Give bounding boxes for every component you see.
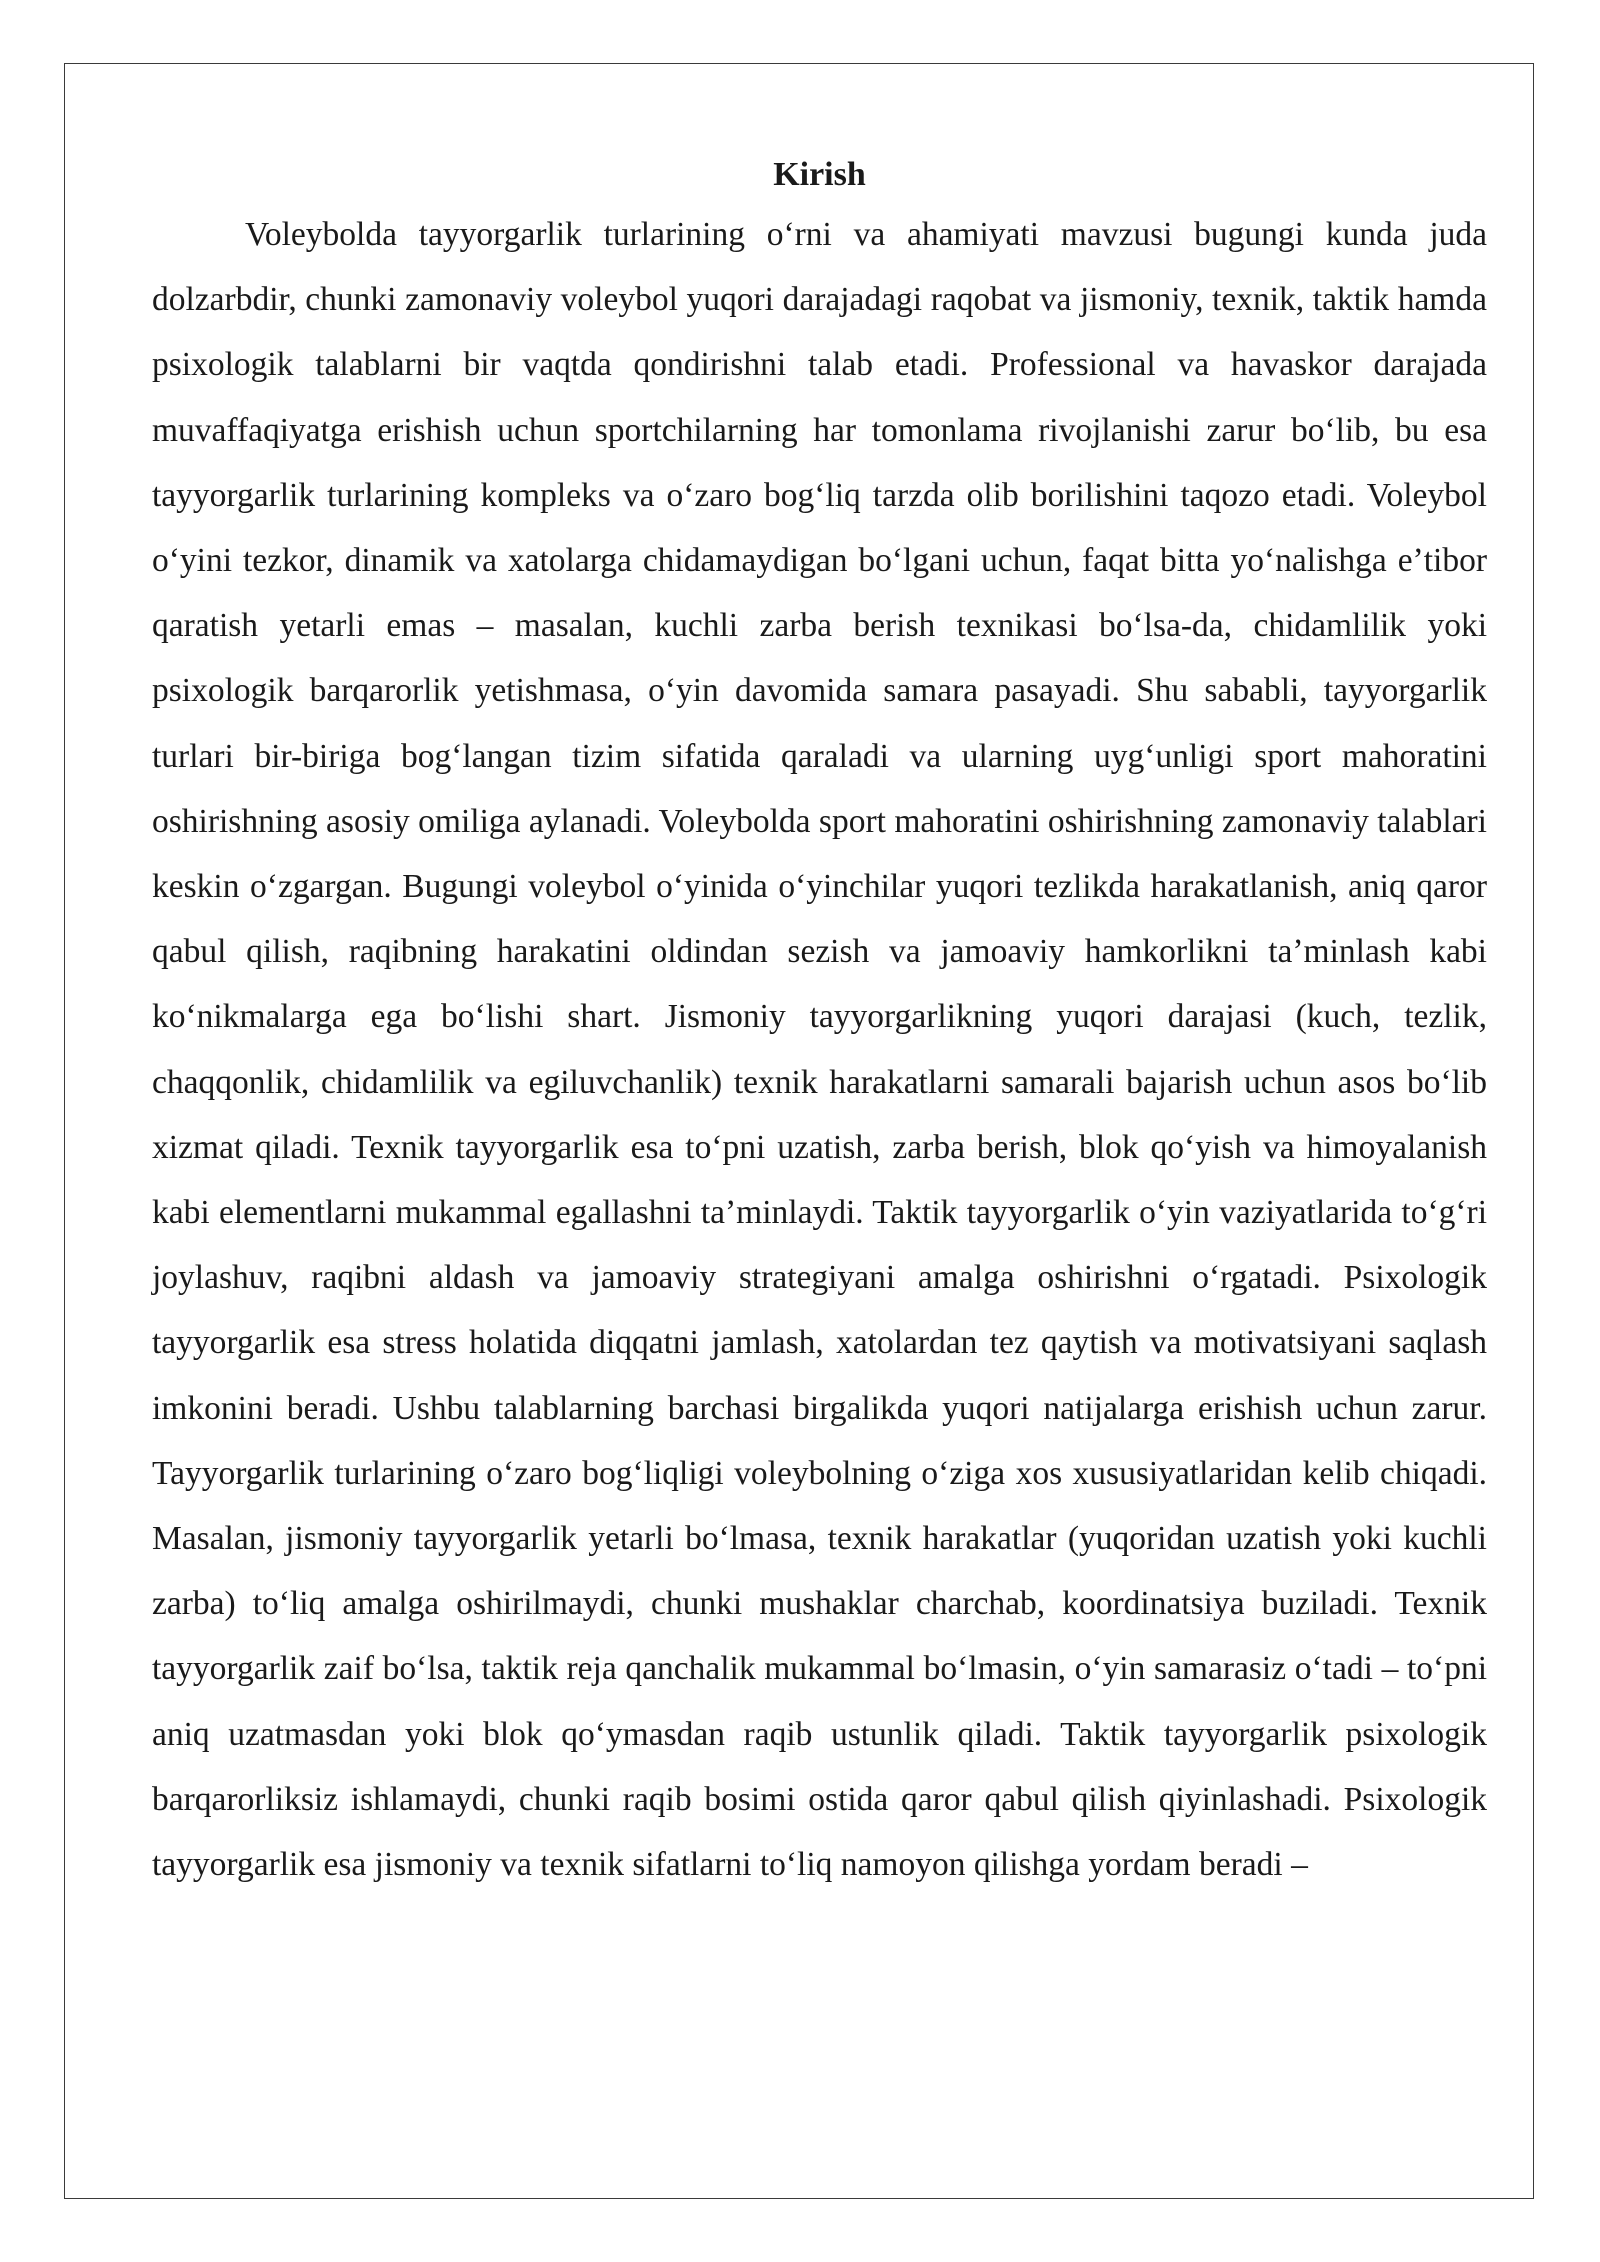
page-title: Kirish bbox=[773, 156, 866, 193]
document-body bbox=[152, 148, 1487, 1897]
intro-paragraph: Voleybolda tayyorgarlik turlarining oʻrni va ahamiyati mavzusi bugungi kunda juda dolzarbdir, chunki zamonaviy voleybol yuqori darajadagi raqobat va jismoniy, texnik, taktik hamda psixologik talablarni bir vaqtda qondirishni talab etadi. Professional va havaskor darajada muvaffaqiyatga erishish uchun sportchilarning har tomonlama rivojlanishi zarur boʻlib, bu esa tayyorgarlik turlarining kompleks va oʻzaro bogʻliq tarzda olib borilishini taqozo etadi. Voleybol oʻyini tezkor, dinamik va xatolarga chidamaydigan boʻlgani uchun, faqat bitta yoʻnalishga eʼtibor qaratish yetarli emas – masalan, kuchli zarba berish texnikasi boʻlsa-da, chidamlilik yoki psixologik barqarorlik yetishmasa, oʻyin davomida samara pasayadi. Shu sababli, tayyorgarlik turlari bir-biriga bogʻlangan tizim sifatida qaraladi va ularning uygʻunligi sport mahoratini oshirishning asosiy omiliga aylanadi. Voleybolda sport mahoratini oshirishning zamonaviy talablari keskin oʻzgargan. Bugungi voleybol oʻyinida oʻyinchilar yuqori tezlikda harakatlanish, aniq qaror qabul qilish, raqibning harakatini oldindan sezish va jamoaviy hamkorlikni taʼminlash kabi koʻnikmalarga ega boʻlishi shart. Jismoniy tayyorgarlikning yuqori darajasi (kuch, tezlik, chaqqonlik, chidamlilik va egiluvchanlik) texnik harakatlarni samarali bajarish uchun asos boʻlib xizmat qiladi. Texnik tayyorgarlik esa toʻpni uzatish, zarba berish, blok qoʻyish va himoyalanish kabi elementlarni mukammal egallashni taʼminlaydi. Taktik tayyorgarlik oʻyin vaziyatlarida toʻgʻri joylashuv, raqibni aldash va jamoaviy strategiyani amalga oshirishni oʻrgatadi. Psixologik tayyorgarlik esa stress holatida diqqatni jamlash, xatolardan tez qaytish va motivatsiyani saqlash imkonini beradi. Ushbu talablarning barchasi birgalikda yuqori natijalarga erishish uchun zarur. Tayyorgarlik turlarining oʻzaro bogʻliqligi voleybolning oʻziga xos xususiyatlaridan kelib chiqadi. Masalan, jismoniy tayyorgarlik yetarli boʻlmasa, texnik harakatlar (yuqoridan uzatish yoki kuchli zarba) toʻliq amalga oshirilmaydi, chunki mushaklar charchab, koordinatsiya buziladi. Texnik tayyorgarlik zaif boʻlsa, taktik reja qanchalik mukammal boʻlmasin, oʻyin samarasiz oʻtadi – toʻpni aniq uzatmasdan yoki blok qoʻymasdan raqib ustunlik qiladi. Taktik tayyorgarlik psixologik barqarorliksiz ishlamaydi, chunki raqib bosimi ostida qaror qabul qilish qiyinlashadi. Psixologik tayyorgarlik esa jismoniy va texnik sifatlarni toʻliq namoyon qilishga yordam beradi – bbox=[152, 216, 1487, 1884]
